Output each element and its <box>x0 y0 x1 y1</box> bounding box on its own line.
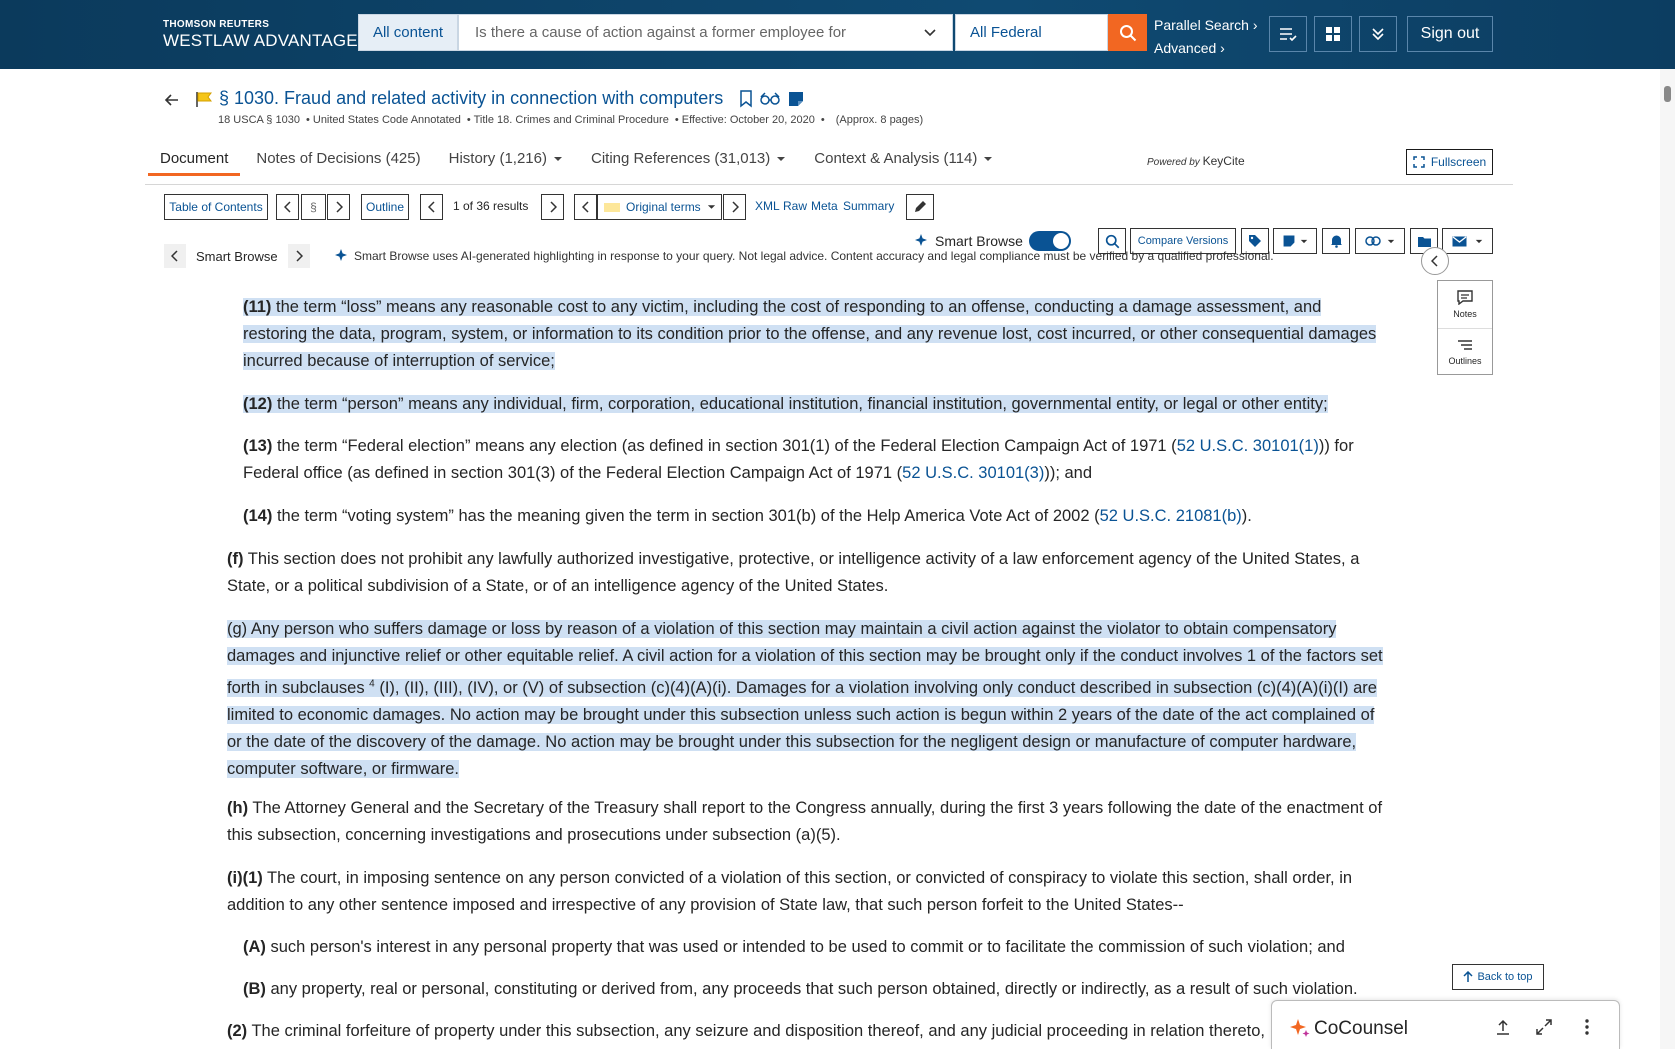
paragraph-g: (g) Any person who suffers damage or loss by reason of a violation of this section may maintain a civil action against the violator to obtain compensatory damages and injunctive relief or other equitable relief. A civil action for a violation of this section may be brought only if the conduct involves 1 of the factors set forth in subclauses $^4$ (I), (II), (III), (IV), or (V) of subsection (c)(4)(A)(i). Damages for a violation involving only conduct described in subsection (c)(4)(A)(i)(I) are limited to economic damages. No action may be brought under this subsection unless such action is begun within 2 years of the date of the act complained of or the date of the discovery of the damage. No action may be brought under this subsection for the negligent design or manufacture of computer hardware, computer software, or firmware. <box>227 620 1383 778</box>
panel-collapse-button[interactable] <box>1421 247 1449 275</box>
tab-notes-of-decisions[interactable]: Notes of Decisions (425) <box>256 150 421 167</box>
caret-down-icon <box>776 156 786 162</box>
raw-link[interactable]: Raw <box>783 199 808 213</box>
chevron-right-icon <box>295 250 303 262</box>
statute-link[interactable]: 52 U.S.C. 30101(1) <box>1176 437 1319 455</box>
paragraph-a: (A) such person's interest in any personal property that was used or intended to be used to commit or to facilitate the commission of such violation; and <box>243 938 1345 956</box>
list-check-icon <box>1279 26 1297 42</box>
parallel-search-link[interactable]: Parallel Search › <box>1154 17 1258 33</box>
apps-grid-button[interactable] <box>1314 16 1352 52</box>
cocounsel-label: CoCounsel <box>1314 1018 1408 1039</box>
statute-link[interactable]: 52 U.S.C. 21081(b) <box>1099 507 1242 525</box>
flag-icon[interactable] <box>195 91 213 107</box>
glasses-icon[interactable] <box>759 92 781 106</box>
chevron-left-icon <box>428 201 436 213</box>
parallel-search-links <box>1154 14 1258 60</box>
xml-link[interactable]: XML <box>755 199 780 213</box>
smart-browse-prev-button[interactable] <box>164 244 186 268</box>
document-title-row <box>195 88 805 109</box>
chevron-right-icon <box>335 201 343 213</box>
tab-document[interactable]: Document <box>148 150 240 176</box>
note-icon[interactable] <box>787 90 805 108</box>
tab-context-analysis[interactable]: Context & Analysis (114) <box>814 150 993 176</box>
section-symbol: § <box>301 194 326 220</box>
sparkle-icon <box>913 233 929 249</box>
history-list-button[interactable] <box>1269 16 1307 52</box>
result-count: 1 of 36 results <box>453 199 529 213</box>
smart-browse-toggle[interactable] <box>1029 231 1071 251</box>
powered-by-keycite: Powered by KeyCite <box>1147 154 1245 168</box>
more-menu-button[interactable] <box>1359 16 1397 52</box>
link-icon <box>1365 236 1381 246</box>
caret-down-icon <box>983 156 993 162</box>
next-result-button[interactable] <box>541 194 564 220</box>
arrow-up-icon <box>1463 971 1473 983</box>
paragraph-13: (13) the term “Federal election” means any election (as defined in section 301(1) of the Federal Election Campaign Act of 1971 (52 U.S.C. 30101(1))) for Federal office (as defined in section 301(3) of the Federal Election Campaign Act of 1971 (52 U.S.C. 30101(3))); and <box>243 437 1354 482</box>
statute-link[interactable]: 52 U.S.C. 30101(3) <box>902 464 1045 482</box>
expand-icon <box>1413 156 1425 168</box>
grid-icon <box>1325 26 1341 42</box>
smart-browse-toggle-label: Smart Browse <box>935 233 1023 249</box>
outlines-panel-button[interactable]: Outlines <box>1438 328 1492 375</box>
tab-history[interactable]: History (1,216) <box>449 150 563 176</box>
content-scope-button[interactable]: All content <box>358 14 458 51</box>
tab-citing-references[interactable]: Citing References (31,013) <box>591 150 786 176</box>
annotate-button[interactable] <box>906 194 934 220</box>
more-vertical-icon[interactable] <box>1585 1019 1589 1035</box>
westlaw-logo[interactable] <box>163 19 358 51</box>
chevron-left-icon <box>284 201 292 213</box>
alert-button[interactable] <box>1322 228 1350 254</box>
terms-dropdown[interactable]: Original terms <box>597 194 722 220</box>
pencil-icon <box>913 200 927 214</box>
next-term-button[interactable] <box>723 194 746 220</box>
brand-bottom: WESTLAW ADVANTAGE <box>163 31 358 50</box>
bookmark-icon[interactable] <box>739 90 753 108</box>
sparkle-icon <box>333 248 349 264</box>
outline-list-icon <box>1457 339 1473 352</box>
chevron-right-icon <box>549 201 557 213</box>
divider <box>145 184 1513 185</box>
chevron-down-icon[interactable] <box>922 24 938 40</box>
notes-panel-button[interactable]: Notes <box>1438 281 1492 328</box>
title-reference: Title 18. Crimes and Criminal Procedure <box>473 114 669 126</box>
chevron-left-icon <box>171 250 179 262</box>
note-icon <box>1282 234 1296 248</box>
prev-result-button[interactable] <box>420 194 443 220</box>
search-icon <box>1105 234 1120 249</box>
email-menu-button[interactable] <box>1442 228 1493 254</box>
chevron-left-icon <box>582 201 590 213</box>
caret-down-icon <box>553 156 563 162</box>
document-meta: 18 USCA § 1030 • United States Code Annotated • Title 18. Crimes and Criminal Procedure • Effective: October 20, 2020 • (Approx. 8 pages) <box>218 114 924 126</box>
page-estimate: (Approx. 8 pages) <box>835 114 924 126</box>
fullscreen-button[interactable]: Fullscreen <box>1406 149 1493 175</box>
document-title: § 1030. Fraud and related activity in connection with computers <box>219 88 724 108</box>
prev-section-button[interactable] <box>276 194 299 220</box>
paragraph-2: (2) The criminal forfeiture of property under this subsection, any seizure and disposition thereof, and any judicial proceeding in relation thereto, <box>227 1022 1265 1040</box>
meta-link[interactable]: Meta <box>811 199 838 213</box>
paragraph-12: (12) the term “person” means any individual, firm, corporation, educational institution, financial institution, governmental entity, or legal or other entity; <box>243 395 1328 413</box>
cocounsel-panel[interactable] <box>1271 1000 1620 1049</box>
smart-browse-toggle-row <box>913 231 1071 251</box>
highlight-swatch <box>604 203 620 212</box>
effective-date: Effective: October 20, 2020 <box>681 114 815 126</box>
smart-browse-nav <box>164 244 310 268</box>
brand-top: THOMSON REUTERS <box>163 19 270 30</box>
comment-icon <box>1457 290 1473 305</box>
document-tabs <box>160 150 1021 176</box>
caret-down-icon <box>1475 239 1483 244</box>
jurisdiction-selector[interactable]: All Federal <box>955 14 1108 51</box>
next-section-button[interactable] <box>327 194 350 220</box>
smart-browse-label: Smart Browse <box>196 248 278 264</box>
outline-button[interactable]: Outline <box>361 194 409 220</box>
folder-icon <box>1417 235 1432 248</box>
paragraph-b: (B) any property, real or personal, constituting or derived from, any proceeds that such person obtained, directly or indirectly, as a result of such violation. <box>243 980 1358 998</box>
tag-icon <box>1248 234 1262 248</box>
chevron-left-icon <box>1431 255 1439 267</box>
link-menu-button[interactable] <box>1355 228 1405 254</box>
email-icon <box>1452 236 1467 247</box>
note-menu-button[interactable] <box>1273 228 1317 254</box>
double-chevron-down-icon <box>1371 27 1385 41</box>
bell-icon <box>1330 234 1343 248</box>
back-to-top-button[interactable]: Back to top <box>1452 964 1544 990</box>
table-of-contents-button[interactable]: Table of Contents <box>164 194 268 220</box>
paragraph-11: (11) the term “loss” means any reasonable cost to any victim, including the cost of responding to an offense, conducting a damage assessment, and restoring the data, program, system, or information to its condition prior to the offense, and any revenue lost, cost incurred, or other consequential damages incurred because of interruption of service; <box>243 298 1377 370</box>
back-arrow-icon[interactable] <box>164 92 180 108</box>
cocounsel-sparkle-icon <box>1289 1017 1311 1039</box>
paragraph-h: (h) The Attorney General and the Secretary of the Treasury shall report to the Congress annually, during the first 3 years following the date of the enactment of this subsection, concerning investigations and prosecutions under subsection (a)(5). <box>227 799 1383 844</box>
citation: 18 USCA § 1030 <box>218 114 300 126</box>
smart-browse-next-button[interactable] <box>288 244 310 268</box>
search-input[interactable] <box>458 14 953 51</box>
advanced-search-link[interactable]: Advanced › <box>1154 40 1225 56</box>
smart-browse-disclaimer: Smart Browse uses AI-generated highlighting in response to your query. Not legal advice. Content accuracy and legal compliance must be verified by a qualified professional. <box>354 249 1274 263</box>
sign-out-button[interactable]: Sign out <box>1407 16 1493 52</box>
search-query-text: Is there a cause of action against a former employee for <box>475 24 847 41</box>
compare-versions-button[interactable]: Compare Versions <box>1130 228 1236 254</box>
prev-term-button[interactable] <box>574 194 597 220</box>
scrollbar-thumb[interactable] <box>1664 86 1671 102</box>
expand-icon[interactable] <box>1536 1019 1552 1035</box>
search-button[interactable] <box>1108 14 1147 51</box>
caret-down-icon <box>1387 239 1395 244</box>
search-icon <box>1119 24 1137 42</box>
summary-link[interactable]: Summary <box>843 199 895 213</box>
caret-down-icon <box>707 204 716 210</box>
upload-icon[interactable] <box>1496 1019 1510 1035</box>
paragraph-14: (14) the term “voting system” has the meaning given the term in section 301(b) of the Help America Vote Act of 2002 (52 U.S.C. 21081(b)). <box>243 507 1252 525</box>
side-panel <box>1437 280 1493 375</box>
chevron-right-icon <box>731 201 739 213</box>
paragraph-f: (f) This section does not prohibit any lawfully authorized investigative, protective, or intelligence activity of a law enforcement agency of the United States, a State, or a political subdivision of a State, or of an intelligence agency of the United States. <box>227 550 1360 595</box>
scrollbar[interactable] <box>1660 69 1675 1049</box>
caret-down-icon <box>1300 239 1308 244</box>
paragraph-i1: (i)(1) The court, in imposing sentence on any person convicted of a violation of this section, or convicted of conspiracy to violate this section, shall order, in addition to any other sentence imposed and irrespective of any provision of State law, that such person forfeit to the United States-- <box>227 869 1353 914</box>
source: United States Code Annotated <box>312 114 461 126</box>
